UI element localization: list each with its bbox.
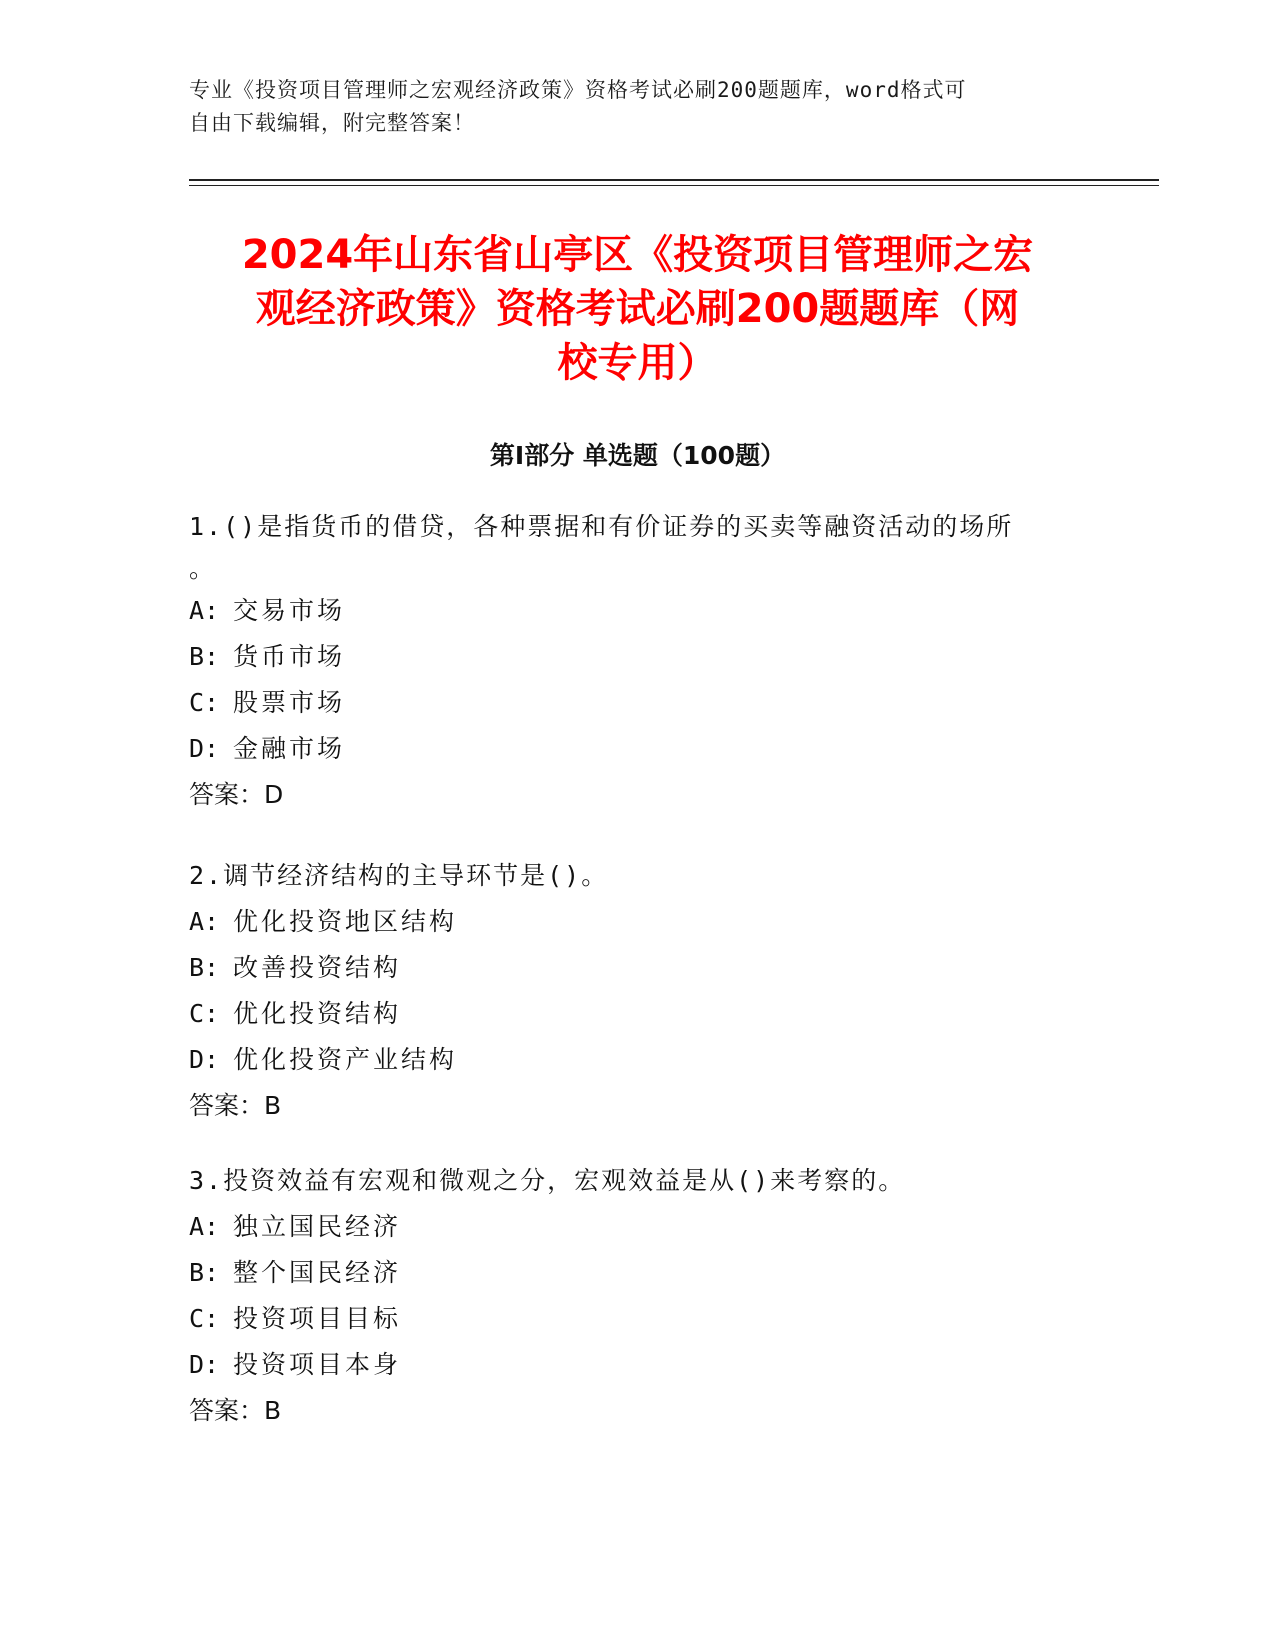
option-a <box>189 1204 1089 1250</box>
option-text: 改善投资结构 <box>233 953 402 982</box>
option-d <box>189 726 1089 772</box>
option-text: 优化投资结构 <box>233 999 402 1028</box>
option-a <box>189 588 1089 634</box>
question-stem-continuation: 。 <box>189 554 217 583</box>
header-note <box>189 74 1089 140</box>
option-text: 独立国民经济 <box>233 1212 402 1241</box>
answer-label: 答案：B <box>189 1396 282 1425</box>
option-key: B: <box>189 642 220 671</box>
option-text: 整个国民经济 <box>233 1258 402 1287</box>
question-1 <box>189 503 1089 818</box>
option-key: A: <box>189 596 220 625</box>
option-key: B: <box>189 1258 220 1287</box>
document-title-line-2: 观经济政策》资格考试必刷200题题库（网 <box>255 286 1020 332</box>
option-c <box>189 991 1089 1037</box>
option-b <box>189 1250 1089 1296</box>
option-text: 交易市场 <box>233 596 346 625</box>
document-title <box>160 228 1115 390</box>
option-key: A: <box>189 1212 220 1241</box>
option-text: 投资项目目标 <box>233 1304 402 1333</box>
option-text: 优化投资地区结构 <box>233 907 458 936</box>
header-divider-thin <box>189 185 1159 186</box>
option-key: B: <box>189 953 220 982</box>
answer-label: 答案：B <box>189 1091 282 1120</box>
option-d <box>189 1342 1089 1388</box>
option-a <box>189 899 1089 945</box>
question-stem: 3.投资效益有宏观和微观之分，宏观效益是从()来考察的。 <box>189 1166 906 1195</box>
option-key: D: <box>189 1045 220 1074</box>
option-text: 股票市场 <box>233 688 346 717</box>
option-text: 投资项目本身 <box>233 1350 402 1379</box>
question-stem: 2.调节经济结构的主导环节是()。 <box>189 861 609 890</box>
question-stem: 1.()是指货币的借贷，各种票据和有价证券的买卖等融资活动的场所 <box>189 512 1014 541</box>
option-b <box>189 634 1089 680</box>
header-note-line-2: 自由下载编辑，附完整答案！ <box>189 111 475 135</box>
header-note-line-1: 专业《投资项目管理师之宏观经济政策》资格考试必刷200题题库，word格式可 <box>189 78 967 102</box>
document-title-line-3: 校专用） <box>557 340 718 386</box>
option-key: C: <box>189 1304 220 1333</box>
option-d <box>189 1037 1089 1083</box>
section-heading: 第Ⅰ部分 单选题（100题） <box>489 441 786 470</box>
option-key: C: <box>189 999 220 1028</box>
option-text: 货币市场 <box>233 642 346 671</box>
option-c <box>189 680 1089 726</box>
option-text: 金融市场 <box>233 734 346 763</box>
question-3 <box>189 1157 1089 1434</box>
option-key: C: <box>189 688 220 717</box>
option-b <box>189 945 1089 991</box>
option-key: A: <box>189 907 220 936</box>
option-text: 优化投资产业结构 <box>233 1045 458 1074</box>
option-key: D: <box>189 734 220 763</box>
question-2 <box>189 852 1089 1129</box>
header-divider-thick <box>189 179 1159 181</box>
document-title-line-1: 2024年山东省山亭区《投资项目管理师之宏 <box>241 232 1034 278</box>
answer-label: 答案：D <box>189 780 284 809</box>
option-key: D: <box>189 1350 220 1379</box>
option-c <box>189 1296 1089 1342</box>
